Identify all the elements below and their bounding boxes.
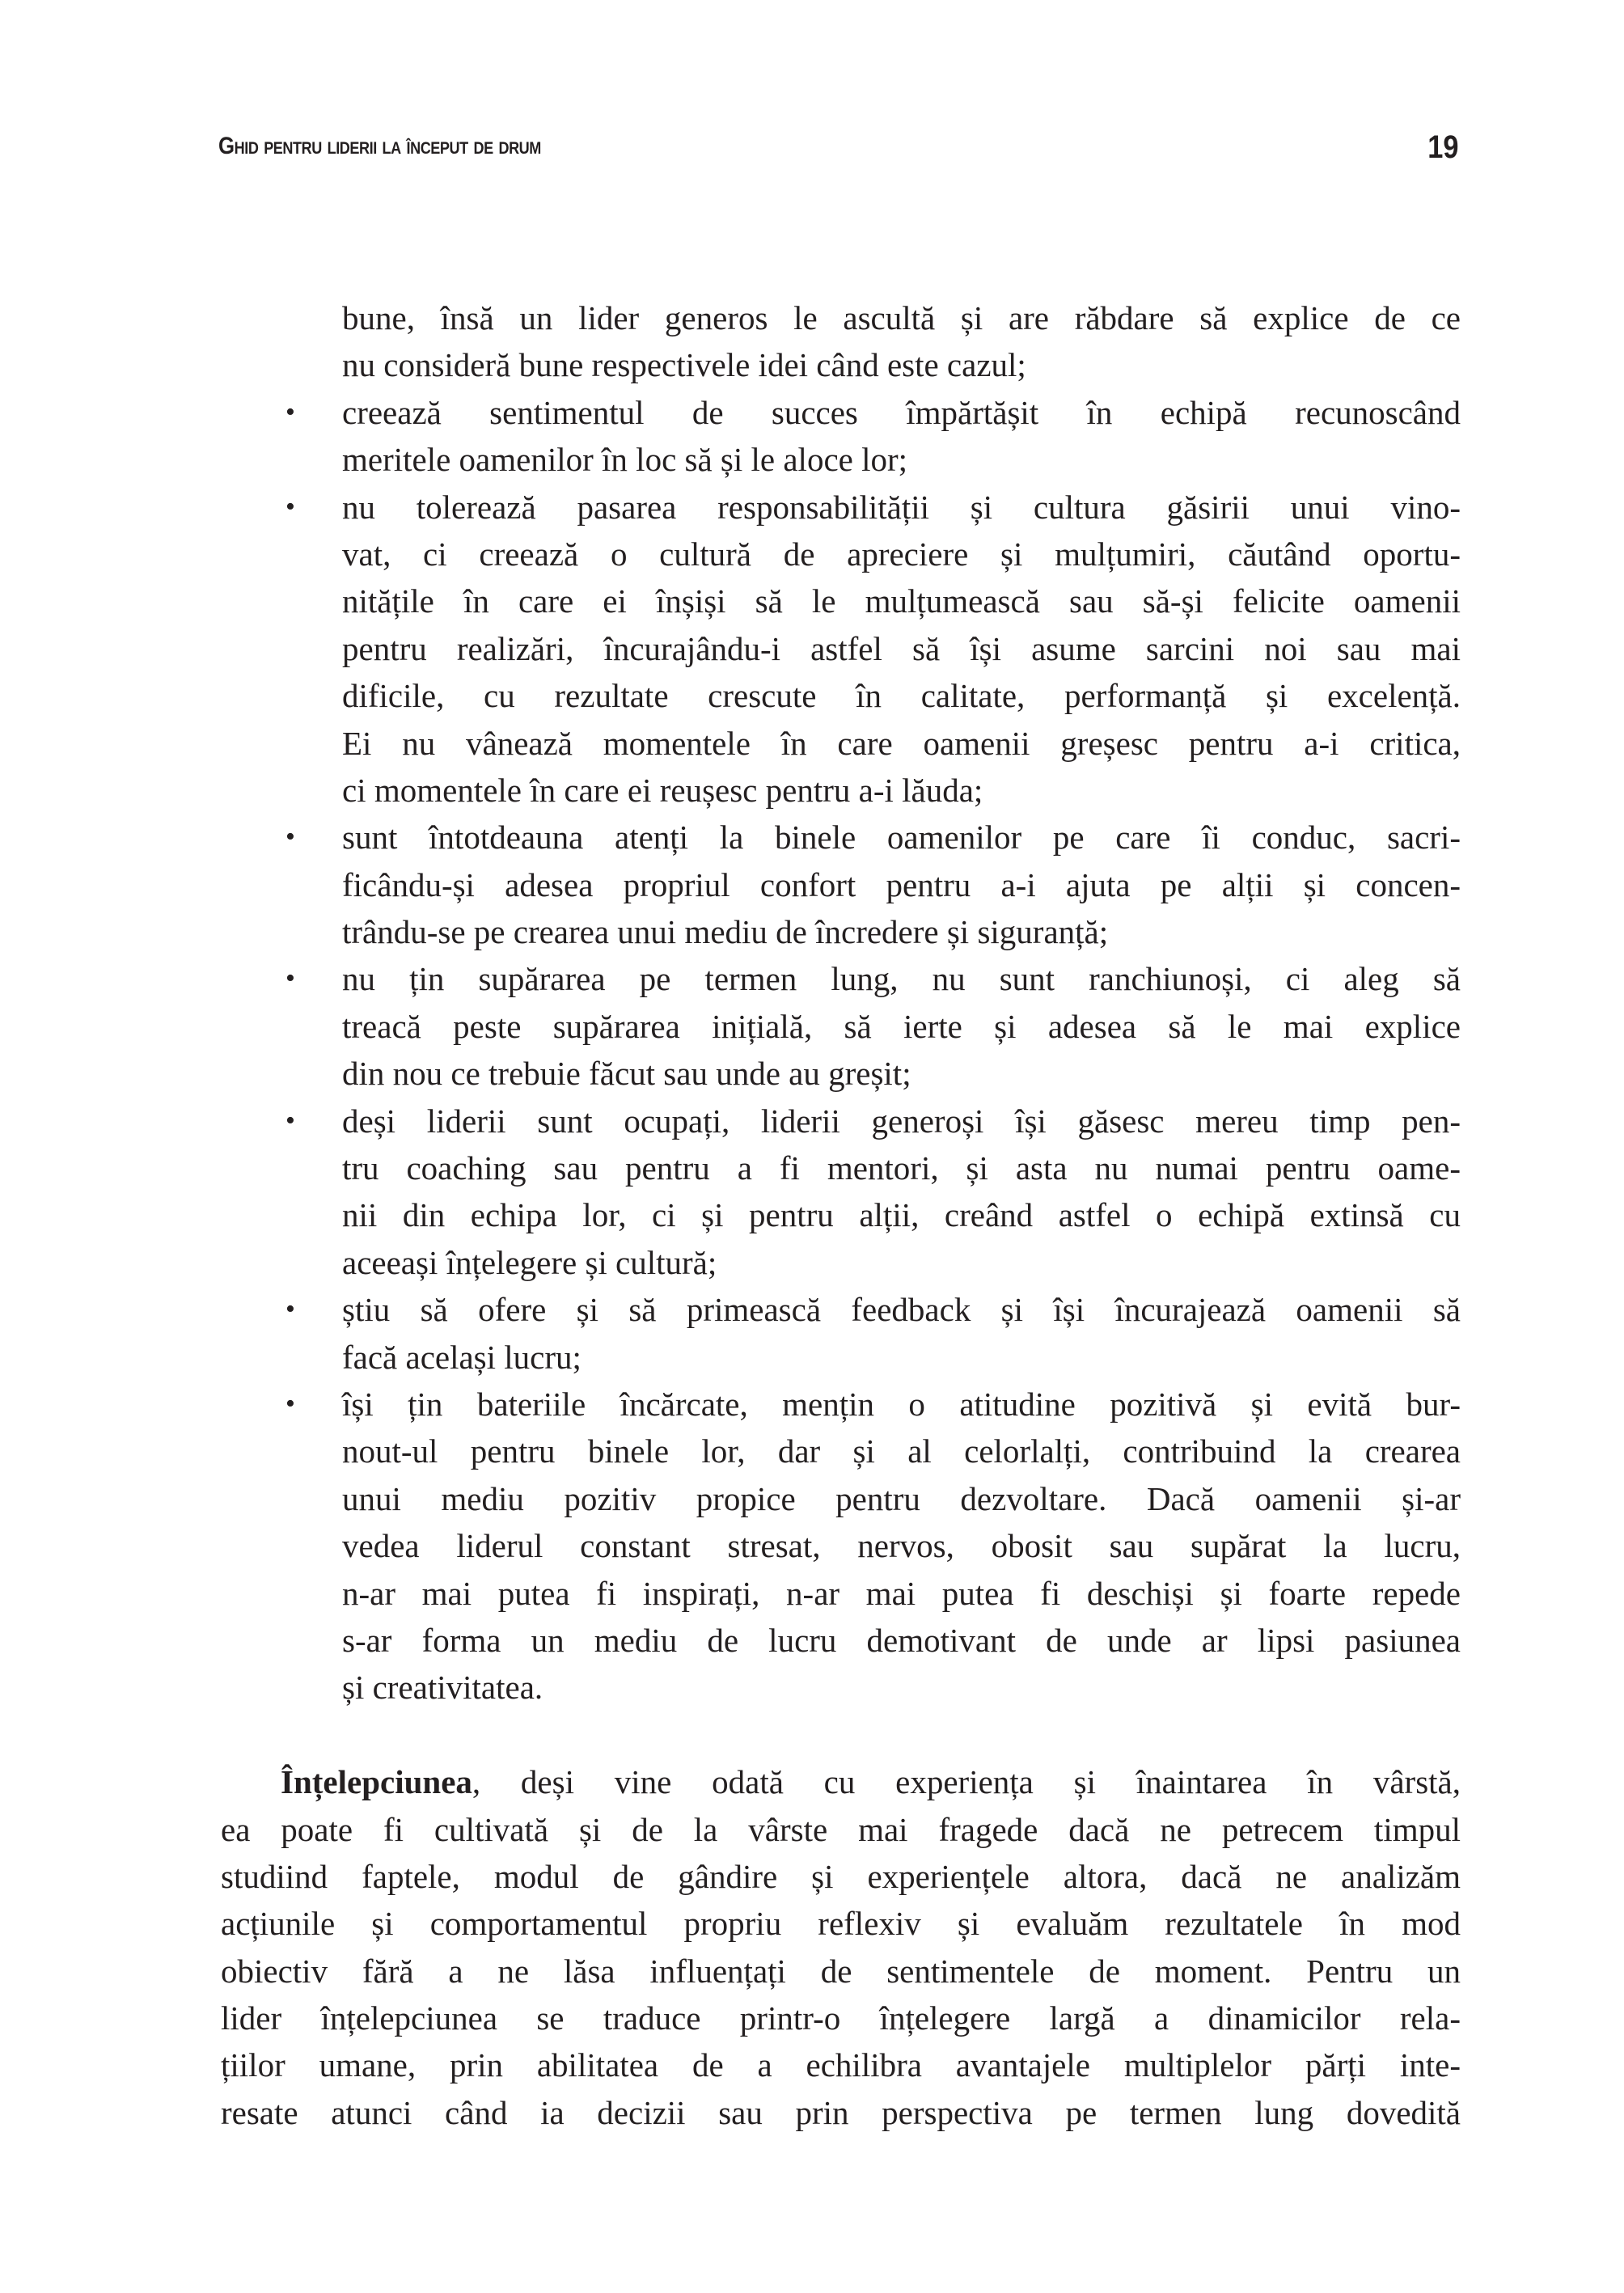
list-item-line [342, 577, 1461, 624]
list-item-line [342, 1664, 1461, 1711]
list-item-line [342, 1475, 1461, 1522]
bullet-list [0, 294, 1624, 1711]
list-item-line [342, 1334, 1461, 1381]
list-item-line [285, 955, 1461, 1002]
list-item-text: creează sentimentul de succes împărtășit în echipă recunoscând [342, 393, 1461, 431]
list-item-line [342, 720, 1461, 767]
paragraph-line: acțiunile și comportamentul propriu reflexiv și evaluăm rezultatele în mod [221, 1905, 1461, 1943]
list-item-text: nu tolerează pasarea responsabilității și cultura găsirii unui vino- [342, 488, 1461, 526]
list-item-line [285, 389, 1461, 436]
list-item-text: tru coaching sau pentru a fi mentori, și asta nu numai pentru oame- [342, 1149, 1461, 1187]
list-item-text: ci momentele în care ei reușesc pentru a-i lăuda; [342, 771, 983, 809]
list-item-text: treacă peste supărarea inițială, să ierte și adesea să le mai explice [342, 1007, 1461, 1045]
list-item-line [285, 1098, 1461, 1144]
list-item-line [342, 767, 1461, 814]
paragraph-line [281, 1758, 1461, 1805]
list-item-text: aceeași înțelegere și cultură; [342, 1243, 717, 1281]
list-item-line [342, 861, 1461, 908]
paragraph-line: lider înțelepciunea se traduce printr-o înțelegere largă a dinamicilor rela- [221, 1999, 1461, 2037]
list-item-text: ficându-și adesea propriul confort pentru a-i ajuta pe alții și concen- [342, 865, 1461, 903]
bullet-icon: • [285, 1294, 295, 1325]
list-item-line [342, 908, 1461, 955]
list-item-text: trându-se pe crearea unui mediu de încredere și siguranță; [342, 913, 1109, 951]
bullet-icon: • [285, 491, 295, 522]
list-item-line [342, 625, 1461, 672]
paragraph-line: obiectiv fără a ne lăsa influențați de sentimentele de moment. Pentru un [221, 1952, 1461, 1990]
list-item-text: știu să ofere și să primească feedback și își încurajează oamenii să [342, 1291, 1461, 1329]
running-header [218, 129, 1461, 165]
list-item-text: meritele oamenilor în loc să și le aloce lor; [342, 441, 908, 479]
list-item-line [342, 1239, 1461, 1286]
list-item-line [342, 531, 1461, 577]
paragraph-line: țiilor umane, prin abilitatea de a echilibra avantajele multiplelor părți inte- [221, 2046, 1461, 2084]
list-item-text: își țin bateriile încărcate, mențin o atitudine pozitivă și evită bur- [342, 1385, 1461, 1423]
list-item-line [342, 436, 1461, 483]
list-item-line [285, 814, 1461, 861]
running-title: Ghid pentru liderii la început de drum [218, 133, 541, 159]
list-item-line [285, 1286, 1461, 1333]
paragraph-text: , deși vine odată cu experiența și înaintarea în vârstă, [472, 1763, 1461, 1801]
paragraph-line: studiind faptele, modul de gândire și experiențele altora, dacă ne analizăm [221, 1857, 1461, 1895]
list-item-text: vat, ci creează o cultură de apreciere și mulțumiri, căutând oportu- [342, 535, 1461, 573]
list-item-line [342, 1144, 1461, 1191]
list-item-text: Ei nu vânează momentele în care oamenii greșesc pentru a-i critica, [342, 724, 1461, 762]
paragraph-intelepciunea [0, 1758, 1624, 2136]
list-item-text: nout-ul pentru binele lor, dar și al celorlalți, contribuind la crearea [342, 1432, 1461, 1470]
list-item-text: vedea liderul constant stresat, nervos, obosit sau supărat la lucru, [342, 1527, 1461, 1565]
list-item-line [342, 672, 1461, 719]
list-item-text: deși liderii sunt ocupați, liderii generoși își găsesc mereu timp pen- [342, 1102, 1461, 1140]
bullet-icon: • [285, 1105, 295, 1136]
paragraph-line: resate atunci când ia decizii sau prin perspectiva pe termen lung dovedită [221, 2093, 1461, 2131]
list-item-line [342, 1003, 1461, 1050]
list-item-line [342, 1050, 1461, 1097]
list-item-text: nu țin supărarea pe termen lung, nu sunt ranchiunoși, ci aleg să [342, 960, 1461, 998]
bullet-icon: • [285, 1388, 295, 1419]
list-item-text: s-ar forma un mediu de lucru demotivant de unde ar lipsi pasiunea [342, 1621, 1461, 1659]
list-item-line [285, 1381, 1461, 1428]
paragraph-gap [0, 1711, 1624, 1758]
list-item-line [342, 1191, 1461, 1238]
list-item-text: bune, însă un lider generos le ascultă și are răbdare să explice de ce [342, 299, 1461, 336]
list-item-text: nii din echipa lor, ci și pentru alții, creând astfel o echipă extinsă cu [342, 1196, 1461, 1234]
list-item-text: din nou ce trebuie făcut sau unde au greșit; [342, 1055, 911, 1093]
bullet-icon: • [285, 963, 295, 994]
list-item-text: n-ar mai putea fi inspirați, n-ar mai putea fi deschiși și foarte repede [342, 1574, 1461, 1612]
list-item-text: nu consideră bune respectivele idei când este cazul; [342, 346, 1026, 384]
bullet-icon: • [285, 822, 295, 852]
list-item-line [342, 1617, 1461, 1664]
list-item-line [342, 341, 1461, 388]
paragraph-line: ea poate fi cultivată și de la vârste mai fragede dacă ne petrecem timpul [221, 1810, 1461, 1848]
list-item-line [342, 294, 1461, 341]
list-item-text: sunt întotdeauna atenți la binele oamenilor pe care îi conduc, sacri- [342, 819, 1461, 857]
list-item-line [342, 1570, 1461, 1617]
list-item-text: nitățile în care ei înșiși să le mulțumească sau să-și felicite oamenii [342, 582, 1461, 620]
list-item-line [342, 1428, 1461, 1474]
bold-term: Înțelepciunea [281, 1763, 472, 1801]
list-item-text: facă același lucru; [342, 1338, 582, 1376]
page-body [0, 294, 1624, 2136]
list-item-line [342, 1522, 1461, 1569]
list-item-text: pentru realizări, încurajându-i astfel să își asume sarcini noi sau mai [342, 629, 1461, 667]
page-number: 19 [1427, 129, 1458, 165]
list-item-line [285, 484, 1461, 531]
list-item-text: dificile, cu rezultate crescute în calitate, performanță și excelență. [342, 677, 1461, 715]
bullet-icon: • [285, 396, 295, 427]
list-item-text: unui mediu pozitiv propice pentru dezvoltare. Dacă oamenii și-ar [342, 1479, 1461, 1517]
list-item-text: și creativitatea. [342, 1669, 543, 1707]
